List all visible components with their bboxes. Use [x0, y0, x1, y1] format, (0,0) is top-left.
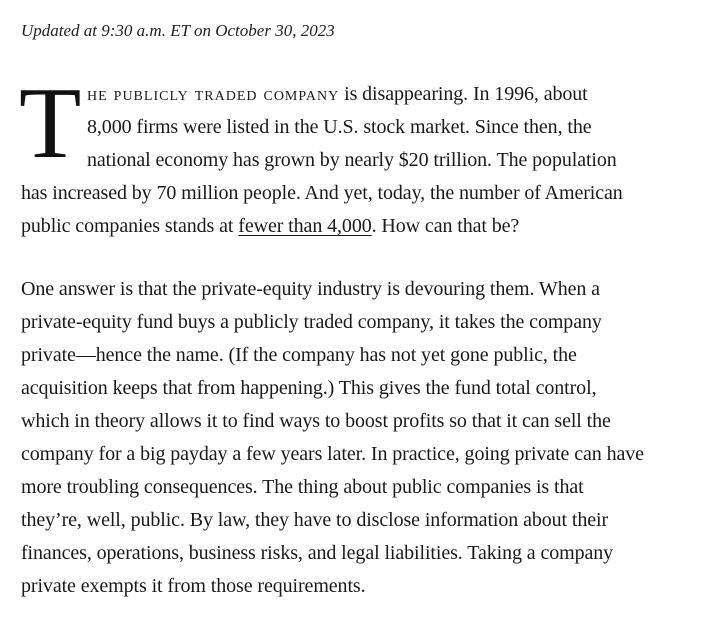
paragraph-1-line-4: has increased by 70 million people. And yet, today, the number of American [21, 182, 623, 204]
paragraph-2-line: acquisition keeps that from happening.) This gives the fund total control, [21, 377, 597, 399]
lead-in-small-caps: he publicly traded company [87, 83, 340, 105]
paragraph-2-line: more troubling consequences. The thing about public companies is that [21, 476, 584, 498]
paragraph-2-line: private-equity fund buys a publicly traded company, it takes the company [21, 311, 602, 333]
paragraph-2-line: which in theory allows it to find ways to boost profits so that it can sell the [21, 410, 611, 432]
paragraph-2-line: private exempts it from those requirements. [21, 575, 366, 597]
paragraph-1-line-3: national economy has grown by nearly $20 trillion. The population [87, 149, 617, 171]
paragraph-1-line-5 [21, 210, 701, 243]
fewer-than-4000-link[interactable]: fewer than 4,000 [238, 215, 372, 237]
paragraph-2-line: One answer is that the private-equity industry is devouring them. When a [21, 278, 600, 300]
drop-cap-letter: T [19, 84, 82, 166]
line-text: . How can that be? [371, 215, 520, 237]
paragraph-1 [21, 78, 701, 243]
line-text: public companies stands at [21, 215, 239, 237]
paragraph-2-line: private—hence the name. (If the company has not yet gone public, the [21, 344, 577, 366]
paragraph-2-line: they’re, well, public. By law, they have to disclose information about their [21, 509, 609, 531]
paragraph-2 [21, 273, 701, 603]
line-text: is disappearing. In 1996, about [339, 83, 588, 105]
paragraph-1-line-1 [21, 78, 701, 111]
article-dateline: Updated at 9:30 a.m. ET on October 30, 2023 [21, 21, 335, 40]
paragraph-2-line: company for a big payday a few years later. In practice, going private can have [21, 443, 644, 465]
paragraph-1-line-2: 8,000 firms were listed in the U.S. stock market. Since then, the [87, 116, 592, 138]
paragraph-2-line: finances, operations, business risks, and legal liabilities. Taking a company [21, 542, 614, 564]
